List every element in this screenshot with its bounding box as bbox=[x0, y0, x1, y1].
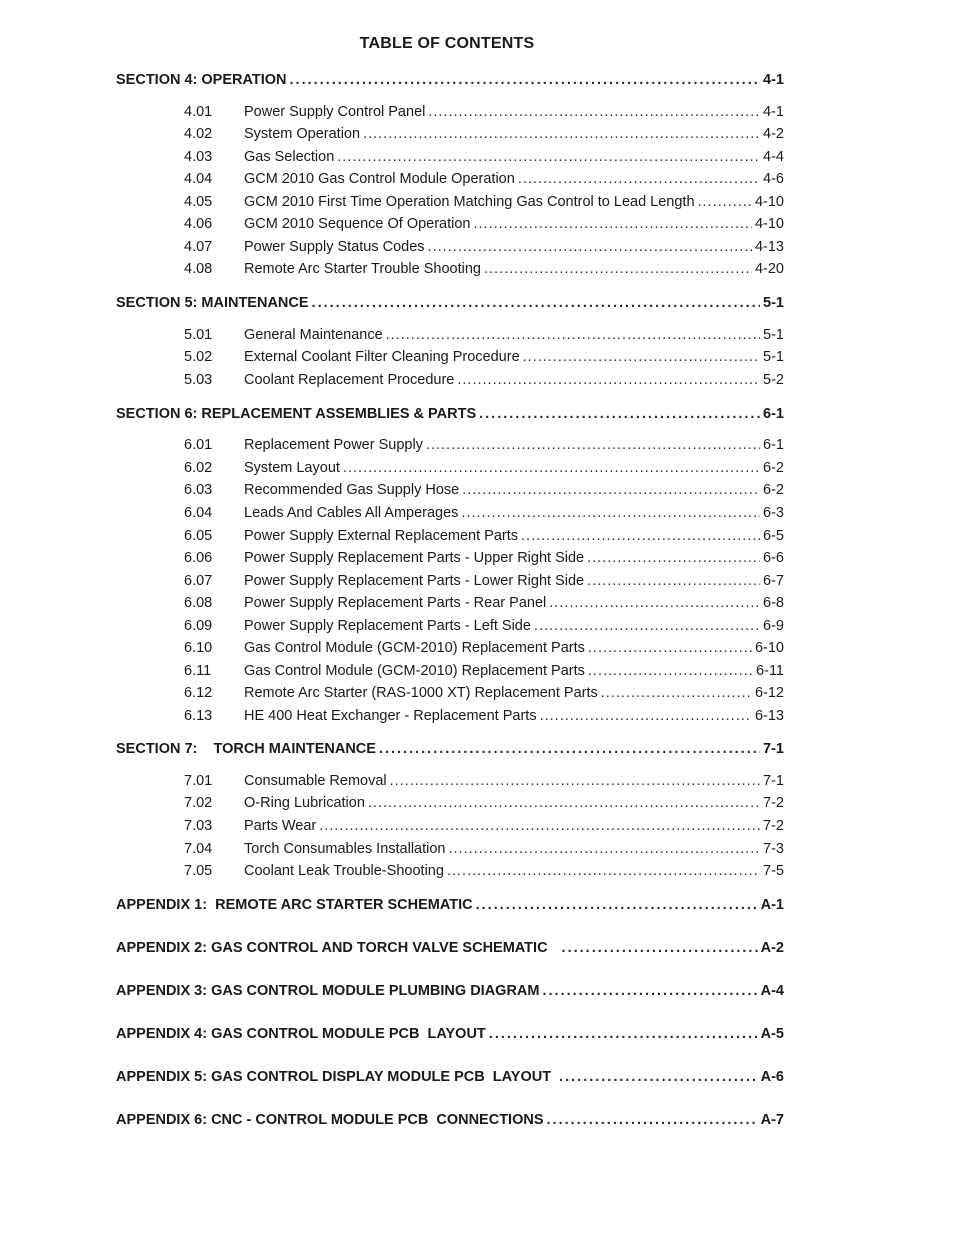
toc-item-label: GCM 2010 First Time Operation Matching Gas Control to Lead Length bbox=[244, 194, 695, 210]
toc-item-number: 7.04 bbox=[184, 841, 213, 857]
toc-section-4[interactable] bbox=[116, 72, 784, 92]
dot-leader bbox=[547, 1112, 758, 1128]
dot-leader bbox=[476, 897, 758, 913]
toc-item[interactable] bbox=[184, 663, 784, 683]
toc-page-number: 4-20 bbox=[754, 261, 784, 277]
toc-item[interactable] bbox=[184, 640, 784, 660]
page-title: TABLE OF CONTENTS bbox=[359, 35, 535, 52]
toc-item-number: 6.10 bbox=[184, 640, 213, 656]
toc-page-number: 6-12 bbox=[754, 685, 784, 701]
toc-item-number: 7.01 bbox=[184, 773, 213, 789]
dot-leader bbox=[462, 482, 760, 498]
toc-appendix-2[interactable] bbox=[116, 940, 784, 960]
toc-item[interactable] bbox=[184, 327, 784, 347]
toc-item-number: 5.02 bbox=[184, 349, 213, 365]
dot-leader bbox=[489, 1026, 758, 1042]
toc-item[interactable] bbox=[184, 239, 784, 259]
toc-item-label: General Maintenance bbox=[244, 327, 383, 343]
dot-leader bbox=[559, 1069, 758, 1085]
toc-item-label: HE 400 Heat Exchanger - Replacement Parts bbox=[244, 708, 537, 724]
toc-item[interactable] bbox=[184, 149, 784, 169]
toc-item[interactable] bbox=[184, 618, 784, 638]
dot-leader bbox=[587, 550, 760, 566]
toc-item-label: GCM 2010 Sequence Of Operation bbox=[244, 216, 471, 232]
toc-item-number: 6.02 bbox=[184, 460, 213, 476]
toc-item-label: Consumable Removal bbox=[244, 773, 387, 789]
dot-leader bbox=[479, 406, 760, 422]
toc-item[interactable] bbox=[184, 171, 784, 191]
dot-leader bbox=[428, 239, 752, 255]
dot-leader bbox=[447, 863, 760, 879]
toc-item[interactable] bbox=[184, 437, 784, 457]
toc-item-label: Power Supply External Replacement Parts bbox=[244, 528, 519, 544]
toc-item[interactable] bbox=[184, 841, 784, 861]
dot-leader bbox=[363, 126, 760, 142]
toc-page-number: 7-3 bbox=[763, 841, 784, 857]
dot-leader bbox=[457, 372, 760, 388]
toc-page-number: 6-8 bbox=[763, 595, 784, 611]
dot-leader bbox=[337, 149, 760, 165]
toc-item[interactable] bbox=[184, 528, 784, 548]
toc-item-number: 4.06 bbox=[184, 216, 213, 232]
toc-item-label: Replacement Power Supply bbox=[244, 437, 423, 453]
toc-page-number: 4-10 bbox=[754, 216, 784, 232]
toc-appendix-label: APPENDIX 4: GAS CONTROL MODULE PCB LAYOUT bbox=[116, 1026, 486, 1042]
toc-item[interactable] bbox=[184, 505, 784, 525]
toc-item[interactable] bbox=[184, 216, 784, 236]
toc-appendix-label: APPENDIX 1: REMOTE ARC STARTER SCHEMATIC bbox=[116, 897, 473, 913]
dot-leader bbox=[368, 795, 760, 811]
toc-item-label: Parts Wear bbox=[244, 818, 317, 834]
toc-page-number: 6-10 bbox=[754, 640, 784, 656]
toc-page-number: 7-2 bbox=[763, 818, 784, 834]
dot-leader bbox=[312, 295, 760, 311]
toc-item-number: 6.03 bbox=[184, 482, 213, 498]
toc-item-label: Remote Arc Starter Trouble Shooting bbox=[244, 261, 481, 277]
toc-section-label: SECTION 7: TORCH MAINTENANCE bbox=[116, 741, 376, 757]
toc-item-number: 7.02 bbox=[184, 795, 213, 811]
dot-leader bbox=[319, 818, 760, 834]
toc-item[interactable] bbox=[184, 261, 784, 281]
toc-item-number: 5.01 bbox=[184, 327, 213, 343]
toc-item-number: 4.04 bbox=[184, 171, 213, 187]
toc-page-number: A-2 bbox=[760, 940, 784, 956]
toc-page-number: 7-1 bbox=[763, 773, 784, 789]
toc-item-label: Power Supply Control Panel bbox=[244, 104, 426, 120]
toc-page-number: 6-7 bbox=[763, 573, 784, 589]
toc-page-number: A-1 bbox=[760, 897, 784, 913]
toc-item-label: GCM 2010 Gas Control Module Operation bbox=[244, 171, 515, 187]
toc-item-number: 4.08 bbox=[184, 261, 213, 277]
toc-page-number: 5-1 bbox=[763, 295, 784, 311]
toc-item[interactable] bbox=[184, 595, 784, 615]
toc-item-label: System Operation bbox=[244, 126, 361, 142]
toc-item-number: 4.07 bbox=[184, 239, 213, 255]
toc-page-number: 4-1 bbox=[763, 104, 784, 120]
dot-leader bbox=[588, 663, 753, 679]
toc-item[interactable] bbox=[184, 795, 784, 815]
dot-leader bbox=[461, 505, 760, 521]
toc-item-label: Power Supply Replacement Parts - Rear Panel bbox=[244, 595, 547, 611]
toc-page-number: A-5 bbox=[760, 1026, 784, 1042]
toc-item[interactable] bbox=[184, 685, 784, 705]
toc-item-number: 6.09 bbox=[184, 618, 213, 634]
dot-leader bbox=[542, 983, 757, 999]
toc-page-number: 6-9 bbox=[763, 618, 784, 634]
toc-page-number: A-6 bbox=[760, 1069, 784, 1085]
toc-appendix-label: APPENDIX 5: GAS CONTROL DISPLAY MODULE PCB LAYOUT bbox=[116, 1069, 552, 1085]
toc-page-number: 5-2 bbox=[763, 372, 784, 388]
toc-item-number: 6.01 bbox=[184, 437, 213, 453]
dot-leader bbox=[484, 261, 752, 277]
toc-page-number: 4-2 bbox=[763, 126, 784, 142]
toc-item[interactable] bbox=[184, 773, 784, 793]
toc-page-number: 7-5 bbox=[763, 863, 784, 879]
dot-leader bbox=[449, 841, 761, 857]
toc-appendix-6[interactable] bbox=[116, 1112, 784, 1132]
dot-leader bbox=[562, 940, 758, 956]
toc-item-label: Coolant Leak Trouble-Shooting bbox=[244, 863, 444, 879]
dot-leader bbox=[549, 595, 760, 611]
toc-item-label: Power Supply Replacement Parts - Left Side bbox=[244, 618, 531, 634]
toc-section-5[interactable] bbox=[116, 295, 784, 315]
dot-leader bbox=[474, 216, 752, 232]
toc-item[interactable] bbox=[184, 708, 784, 728]
toc-item-label: Power Supply Replacement Parts - Lower Right Side bbox=[244, 573, 585, 589]
toc-page-number: 7-1 bbox=[763, 741, 784, 757]
toc-item-number: 4.01 bbox=[184, 104, 213, 120]
dot-leader bbox=[343, 460, 760, 476]
toc-item-label: O-Ring Lubrication bbox=[244, 795, 365, 811]
toc-page-number: 6-3 bbox=[763, 505, 784, 521]
toc-page-number: 6-11 bbox=[756, 663, 784, 679]
toc-section-label: SECTION 4: OPERATION bbox=[116, 72, 287, 88]
dot-leader bbox=[386, 327, 760, 343]
toc-item-label: Gas Selection bbox=[244, 149, 335, 165]
toc-item-label: Remote Arc Starter (RAS-1000 XT) Replacement Parts bbox=[244, 685, 598, 701]
toc-item[interactable] bbox=[184, 550, 784, 570]
toc-page-number: 5-1 bbox=[763, 327, 784, 343]
toc-item[interactable] bbox=[184, 460, 784, 480]
toc-item-number: 6.13 bbox=[184, 708, 213, 724]
dot-leader bbox=[698, 194, 752, 210]
toc-page-number: 6-2 bbox=[763, 482, 784, 498]
toc-section-6[interactable] bbox=[116, 406, 784, 426]
toc-item[interactable] bbox=[184, 349, 784, 369]
toc-section-label: SECTION 5: MAINTENANCE bbox=[116, 295, 309, 311]
toc-section-label: SECTION 6: REPLACEMENT ASSEMBLIES & PARTS bbox=[116, 406, 477, 422]
toc-item-number: 6.04 bbox=[184, 505, 213, 521]
toc-item-number: 6.11 bbox=[184, 663, 212, 679]
toc-item-number: 6.06 bbox=[184, 550, 213, 566]
toc-item[interactable] bbox=[184, 863, 784, 883]
dot-leader bbox=[588, 640, 752, 656]
dot-leader bbox=[518, 171, 760, 187]
toc-item[interactable] bbox=[184, 482, 784, 502]
toc-page-number: 4-1 bbox=[763, 72, 784, 88]
toc-appendix-4[interactable] bbox=[116, 1026, 784, 1046]
toc-item-label: Recommended Gas Supply Hose bbox=[244, 482, 460, 498]
toc-item[interactable] bbox=[184, 372, 784, 392]
toc-item-number: 7.03 bbox=[184, 818, 213, 834]
toc-item-number: 6.08 bbox=[184, 595, 213, 611]
toc-item[interactable] bbox=[184, 104, 784, 124]
toc-item-number: 5.03 bbox=[184, 372, 213, 388]
toc-page-number: 4-6 bbox=[763, 171, 784, 187]
toc-page-number: 4-13 bbox=[754, 239, 784, 255]
toc-item[interactable] bbox=[184, 573, 784, 593]
toc-item-label: Gas Control Module (GCM-2010) Replacement Parts bbox=[244, 663, 585, 679]
dot-leader bbox=[601, 685, 752, 701]
toc-item-label: Leads And Cables All Amperages bbox=[244, 505, 459, 521]
toc-item-number: 4.05 bbox=[184, 194, 213, 210]
toc-item[interactable] bbox=[184, 126, 784, 146]
toc-item[interactable] bbox=[184, 818, 784, 838]
dot-leader bbox=[290, 72, 761, 88]
dot-leader bbox=[426, 437, 760, 453]
toc-item-label: Power Supply Replacement Parts - Upper Right Side bbox=[244, 550, 585, 566]
toc-item-number: 7.05 bbox=[184, 863, 213, 879]
dot-leader bbox=[428, 104, 760, 120]
toc-item-label: System Layout bbox=[244, 460, 340, 476]
toc-page-number: 5-1 bbox=[763, 349, 784, 365]
toc-item-label: Gas Control Module (GCM-2010) Replacement Parts bbox=[244, 640, 585, 656]
toc-item-number: 4.02 bbox=[184, 126, 213, 142]
toc-appendix-label: APPENDIX 6: CNC - CONTROL MODULE PCB CONNECTIONS bbox=[116, 1112, 544, 1128]
toc-appendix-label: APPENDIX 3: GAS CONTROL MODULE PLUMBING DIAGRAM bbox=[116, 983, 540, 999]
toc-appendix-3[interactable] bbox=[116, 983, 784, 1003]
toc-item-label: Power Supply Status Codes bbox=[244, 239, 425, 255]
toc-page-number: A-4 bbox=[760, 983, 784, 999]
toc-item-label: External Coolant Filter Cleaning Procedure bbox=[244, 349, 520, 365]
toc-item-label: Coolant Replacement Procedure bbox=[244, 372, 455, 388]
dot-leader bbox=[390, 773, 760, 789]
toc-section-7[interactable] bbox=[116, 741, 784, 761]
toc-item[interactable] bbox=[184, 194, 784, 214]
dot-leader bbox=[523, 349, 760, 365]
dot-leader bbox=[540, 708, 752, 724]
toc-item-number: 4.03 bbox=[184, 149, 213, 165]
toc-page-number: 6-13 bbox=[754, 708, 784, 724]
dot-leader bbox=[379, 741, 760, 757]
toc-page-number: 7-2 bbox=[763, 795, 784, 811]
toc-page-number: 6-1 bbox=[763, 406, 784, 422]
dot-leader bbox=[521, 528, 760, 544]
toc-item-label: Torch Consumables Installation bbox=[244, 841, 446, 857]
toc-item-number: 6.07 bbox=[184, 573, 213, 589]
toc-page-number: 4-10 bbox=[754, 194, 784, 210]
dot-leader bbox=[534, 618, 760, 634]
toc-page-number: 6-6 bbox=[763, 550, 784, 566]
toc-page-number: 4-4 bbox=[763, 149, 784, 165]
toc-item-number: 6.12 bbox=[184, 685, 213, 701]
toc-item-number: 6.05 bbox=[184, 528, 213, 544]
toc-page-number: 6-2 bbox=[763, 460, 784, 476]
toc-page-number: 6-5 bbox=[763, 528, 784, 544]
toc-appendix-5[interactable] bbox=[116, 1069, 784, 1089]
dot-leader bbox=[587, 573, 760, 589]
toc-appendix-label: APPENDIX 2: GAS CONTROL AND TORCH VALVE SCHEMATIC bbox=[116, 940, 548, 956]
toc-page-number: A-7 bbox=[760, 1112, 784, 1128]
toc-page-number: 6-1 bbox=[763, 437, 784, 453]
toc-appendix-1[interactable] bbox=[116, 897, 784, 917]
